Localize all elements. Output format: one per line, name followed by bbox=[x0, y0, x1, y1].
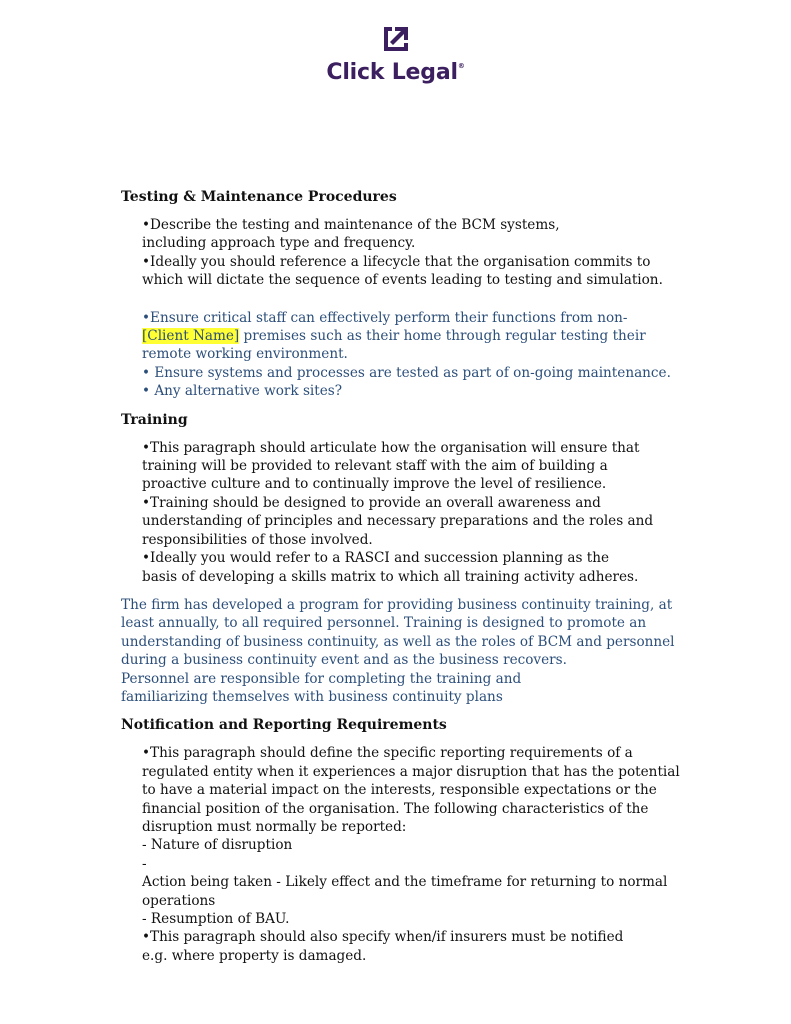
testing-heading: Testing & Maintenance Procedures bbox=[121, 189, 397, 205]
training-heading: Training bbox=[121, 411, 188, 428]
list-item: •Ensure critical staff can effectively perform their functions from non-[Client Name] premises such as their home through regular testing their remote working environment. bbox=[142, 309, 646, 363]
list-item: •Describe the testing and maintenance of the BCM systems, including approach type and frequency. bbox=[142, 217, 560, 252]
list-item: •This paragraph should articulate how the organisation will ensure that training will be provided to relevant staff with the aim of building a proactive culture and to continually improve the level of resilience. bbox=[142, 439, 640, 493]
notification-list bbox=[142, 744, 686, 965]
notification-heading: Notification and Reporting Requirements bbox=[121, 717, 447, 734]
list-line: Action being taken - Likely effect and the timeframe for returning to normal operations bbox=[142, 874, 668, 909]
testing-list bbox=[142, 216, 686, 401]
list-line: - Nature of disruption bbox=[142, 837, 293, 854]
training-paragraph: The firm has developed a program for providing business continuity training, at least annually, to all required personnel. Training is designed to promote an understanding of business continuity, as well as the roles of BCM and personnel during a business continuity event and as the business recovers. bbox=[121, 596, 675, 669]
list-item: • Ensure systems and processes are tested as part of on-going maintenance. bbox=[142, 364, 671, 381]
list-item: •This paragraph should define the specific reporting requirements of a regulated entity when it experiences a major disruption that has the potential to have a material impact on the interests, responsible expectations or the financial position of the organisation. The following characteristics of the disruption must normally be reported: bbox=[142, 745, 680, 835]
list-item: • Any alternative work sites? bbox=[142, 383, 343, 400]
client-name-placeholder: [Client Name] bbox=[142, 328, 240, 345]
click-legal-logo bbox=[0, 24, 791, 85]
list-item: •Ideally you should reference a lifecycle that the organisation commits to which will dictate the sequence of events leading to testing and simulation. bbox=[142, 253, 663, 289]
document-content bbox=[121, 188, 686, 965]
arrow-up-right-box-icon bbox=[381, 24, 411, 54]
logo-wordmark: Click Legal® bbox=[326, 60, 465, 85]
list-item: •Ideally you would refer to a RASCI and succession planning as the basis of developing a skills matrix to which all training activity adheres. bbox=[142, 550, 639, 585]
list-line: - Resumption of BAU. bbox=[142, 911, 290, 927]
training-list bbox=[142, 439, 686, 586]
list-line: - bbox=[142, 855, 147, 872]
list-item: •This paragraph should also specify when/if insurers must be notified e.g. where property is damaged. bbox=[142, 929, 624, 964]
training-paragraph: Personnel are responsible for completing the training and familiarizing themselves with business continuity plans bbox=[121, 670, 522, 705]
list-item: •Training should be designed to provide an overall awareness and understanding of principles and necessary preparations and the roles and responsibilities of those involved. bbox=[142, 494, 654, 548]
